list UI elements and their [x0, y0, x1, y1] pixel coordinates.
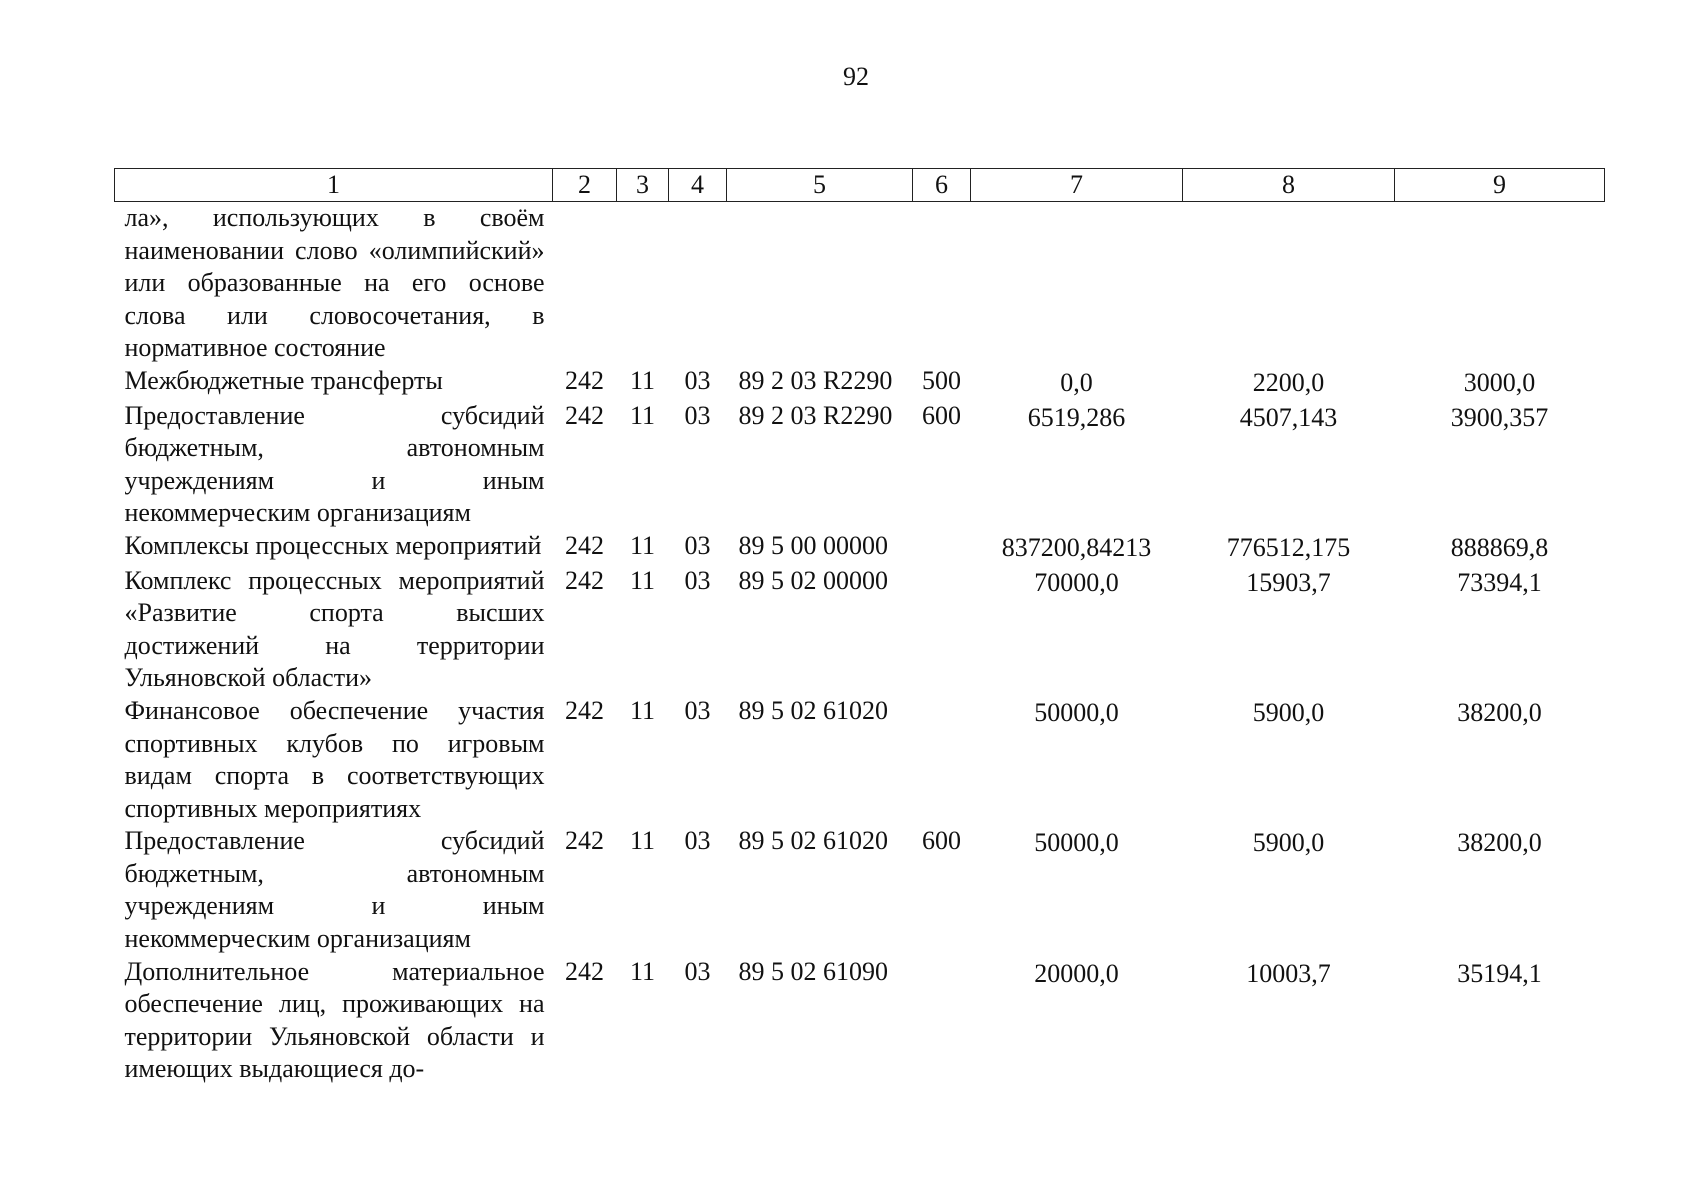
- header-row: [115, 169, 1605, 202]
- row-amount-col9: 3900,357: [1450, 402, 1549, 432]
- row-target-article: 89 5 02 61090: [738, 956, 888, 986]
- row-subsection: 03: [684, 956, 711, 986]
- row-section: 11: [629, 530, 656, 560]
- row-subsection: 03: [684, 400, 711, 430]
- table-row: [115, 202, 1605, 365]
- row-name: Комплекс процессных мероприятий «Развитие спорта высших достижений на территории Ульяновской области»: [124, 565, 545, 693]
- row-amount-col7: 837200,84213: [1001, 532, 1152, 562]
- table-body: [115, 202, 1605, 1087]
- row-name: Финансовое обеспечение участия спортивных клубов по игровым видам спорта в соответствующих спортивных мероприятиях: [124, 695, 545, 823]
- row-code-admin: 242: [565, 956, 604, 986]
- row-amount-col7: 0,0: [1060, 367, 1093, 397]
- row-code-admin: 242: [565, 365, 604, 395]
- row-amount-col9: 35194,1: [1457, 958, 1542, 988]
- row-amount-col7: 6519,286: [1027, 402, 1126, 432]
- row-name: Межбюджетные трансферты: [124, 365, 443, 395]
- row-amount-col8: 15903,7: [1246, 567, 1331, 597]
- row-amount-col7: 20000,0: [1034, 958, 1119, 988]
- row-amount-col7: [971, 202, 1183, 365]
- column-header-9: 9: [1395, 169, 1605, 202]
- row-name: Дополнительное материальное обеспечение лиц, проживающих на территории Ульяновской области и имеющих выдающиеся до-: [124, 956, 545, 1084]
- row-expense-type: 600: [922, 826, 961, 856]
- column-header-2: 2: [553, 169, 617, 202]
- column-header-5: 5: [727, 169, 913, 202]
- row-expense-type: [913, 202, 971, 365]
- row-expense-type: [913, 530, 971, 565]
- row-amount-col9: 73394,1: [1457, 567, 1542, 597]
- table-row: [115, 565, 1605, 695]
- row-section: 11: [629, 365, 656, 395]
- table-row: [115, 956, 1605, 1086]
- table-row: [115, 825, 1605, 955]
- row-expense-type: [913, 695, 971, 825]
- row-code-admin: 242: [565, 565, 604, 595]
- row-amount-col8: [1183, 202, 1395, 365]
- row-amount-col8: 5900,0: [1252, 697, 1325, 727]
- column-header-8: 8: [1183, 169, 1395, 202]
- row-amount-col9: 38200,0: [1457, 828, 1542, 858]
- table-row: [115, 695, 1605, 825]
- row-subsection: 03: [684, 695, 711, 725]
- row-section: 11: [629, 400, 656, 430]
- row-amount-col8: 2200,0: [1252, 367, 1325, 397]
- row-name: Предоставление субсидий бюджетным, автономным учреждениям и иным некоммерческим организациям: [124, 400, 545, 528]
- column-header-6: 6: [913, 169, 971, 202]
- row-code-admin: 242: [565, 400, 604, 430]
- row-section: 11: [629, 565, 656, 595]
- row-expense-type: [913, 565, 971, 695]
- row-amount-col8: 776512,175: [1226, 532, 1351, 562]
- row-amount-col9: 888869,8: [1450, 532, 1549, 562]
- budget-table: [114, 168, 1605, 1086]
- row-section: 11: [629, 826, 656, 856]
- row-target-article: 89 2 03 R2290: [738, 400, 893, 430]
- row-amount-col9: [1395, 202, 1605, 365]
- row-code-admin: 242: [565, 826, 604, 856]
- row-subsection: 03: [684, 826, 711, 856]
- row-name: Комплексы процессных мероприятий: [124, 530, 542, 560]
- row-section: [617, 202, 669, 365]
- row-amount-col9: 3000,0: [1463, 367, 1536, 397]
- row-target-article: 89 2 03 R2290: [738, 365, 893, 395]
- row-target-article: 89 5 02 00000: [738, 565, 888, 595]
- table-header: [115, 169, 1605, 202]
- row-amount-col7: 50000,0: [1034, 828, 1119, 858]
- row-amount-col8: 10003,7: [1246, 958, 1331, 988]
- column-header-1: 1: [115, 169, 553, 202]
- row-subsection: [669, 202, 727, 365]
- row-subsection: 03: [684, 365, 711, 395]
- column-header-3: 3: [617, 169, 669, 202]
- row-target-article: 89 5 00 00000: [738, 530, 888, 560]
- row-code-admin: 242: [565, 695, 604, 725]
- page-number: 92: [843, 62, 869, 91]
- row-section: 11: [629, 956, 656, 986]
- row-name: Предоставление субсидий бюджетным, автономным учреждениям и иным некоммерческим организациям: [124, 826, 545, 954]
- row-target-article: 89 5 02 61020: [738, 826, 888, 856]
- table-row: [115, 400, 1605, 530]
- row-amount-col8: 4507,143: [1239, 402, 1338, 432]
- row-code-admin: 242: [565, 530, 604, 560]
- row-amount-col8: 5900,0: [1252, 828, 1325, 858]
- row-subsection: 03: [684, 530, 711, 560]
- table-row: [115, 365, 1605, 400]
- row-amount-col7: 50000,0: [1034, 697, 1119, 727]
- row-subsection: 03: [684, 565, 711, 595]
- row-code-admin: [553, 202, 617, 365]
- row-expense-type: 500: [922, 365, 961, 395]
- row-target-article: 89 5 02 61020: [738, 695, 888, 725]
- row-expense-type: [913, 956, 971, 1086]
- table-row: [115, 530, 1605, 565]
- row-amount-col9: 38200,0: [1457, 697, 1542, 727]
- row-section: 11: [629, 695, 656, 725]
- row-amount-col7: 70000,0: [1034, 567, 1119, 597]
- row-target-article: [727, 202, 913, 365]
- row-name: ла», использующих в своём наименовании слово «олимпийский» или образованные на его основе слова или словосочетания, в нормативное состояние: [124, 203, 545, 363]
- column-header-4: 4: [669, 169, 727, 202]
- row-expense-type: 600: [922, 400, 961, 430]
- column-header-7: 7: [971, 169, 1183, 202]
